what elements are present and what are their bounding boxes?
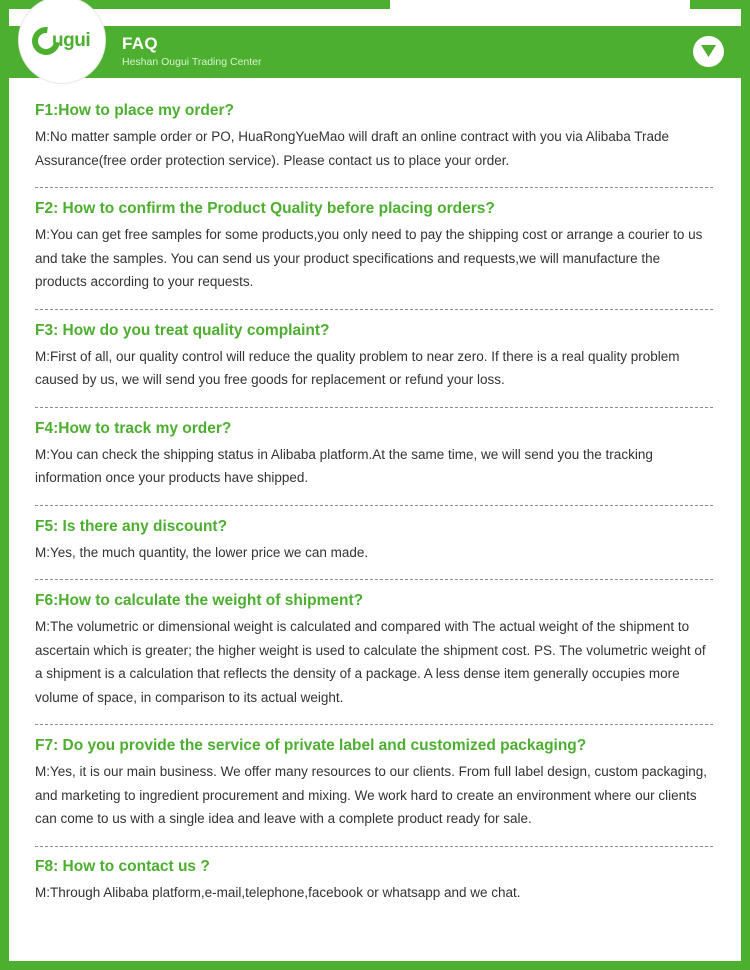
faq-question: F8: How to contact us ? [35,857,210,875]
faq-item [35,516,715,571]
page-title: FAQ [122,34,158,53]
faq-divider [35,724,713,725]
chevron-down-glyph [701,45,716,58]
faq-answer: M:No matter sample order or PO, HuaRongYueMao will draft an online contract with you via Alibaba Trade Assurance(free order protection service). Please contact us to place your order. [35,129,670,168]
faq-answer: M:First of all, our quality control will reduce the quality problem to near zero. If there is a real quality problem caused by us, we will send you free goods for replacement or refund your loss. [35,348,680,387]
company-subtitle: Heshan Ougui Trading Center [122,56,262,68]
faq-divider [35,187,713,188]
faq-item [35,418,715,496]
faq-question: F2: How to confirm the Product Quality before placing orders? [35,200,495,217]
faq-answer: M:You can check the shipping status in Alibaba platform.At the same time, we will send you the tracking information once your products have shipped. [35,446,653,485]
faq-question: F4:How to track my order? [35,419,232,437]
logo-wordmark: ugui [52,30,91,51]
faq-divider [35,309,713,310]
faq-item [35,856,715,911]
faq-answer: M:Through Alibaba platform,e-mail,telephone,facebook or whatsapp and we chat. [35,884,521,900]
faq-divider [35,505,713,506]
faq-item [35,735,715,837]
faq-header-banner [9,26,741,78]
faq-answer: M:The volumetric or dimensional weight is calculated and compared with The actual weight of the shipment to ascertain which is greater; the higher weight is used to calculate the shipment cost. PS. The volumetric weight of a shipment is a calculation that reflects the density of a package. A less dense item generally occupies more volume of space, in comparison to its actual weight. [35,619,706,705]
faq-question: F1:How to place my order? [35,102,234,119]
faq-question: F7: Do you provide the service of private label and customized packaging? [35,737,587,754]
faq-question: F3: How do you treat quality complaint? [35,321,330,339]
company-logo [18,0,106,84]
faq-list [35,100,715,910]
faq-divider [35,407,713,408]
faq-item [35,100,715,178]
logo-graphic [19,0,107,85]
faq-answer: M:Yes, the much quantity, the lower price we can made. [35,544,369,560]
faq-question: F5: Is there any discount? [35,517,228,535]
page-border-top-right [690,0,750,9]
faq-item [35,320,715,398]
chevron-down-icon[interactable] [693,36,724,67]
header-text-group [122,34,262,69]
faq-answer: M:Yes, it is our main business. We offer many resources to our clients. From full label design, custom packaging, and marketing to ingredient procurement and mixing. We work hard to create an environment where our clients can come to us with a single idea and leave with a complete product ready for sale. [35,764,708,826]
faq-divider [35,579,713,580]
faq-item [35,590,715,715]
faq-answer: M:You can get free samples for some products,you only need to pay the shipping cost or arrange a courier to us and take the samples. You can send us your product specifications and requests,we will manufacture the products according to your requests. [35,227,703,289]
faq-divider [35,846,713,847]
faq-question: F6:How to calculate the weight of shipment? [35,592,364,609]
faq-item [35,198,715,300]
